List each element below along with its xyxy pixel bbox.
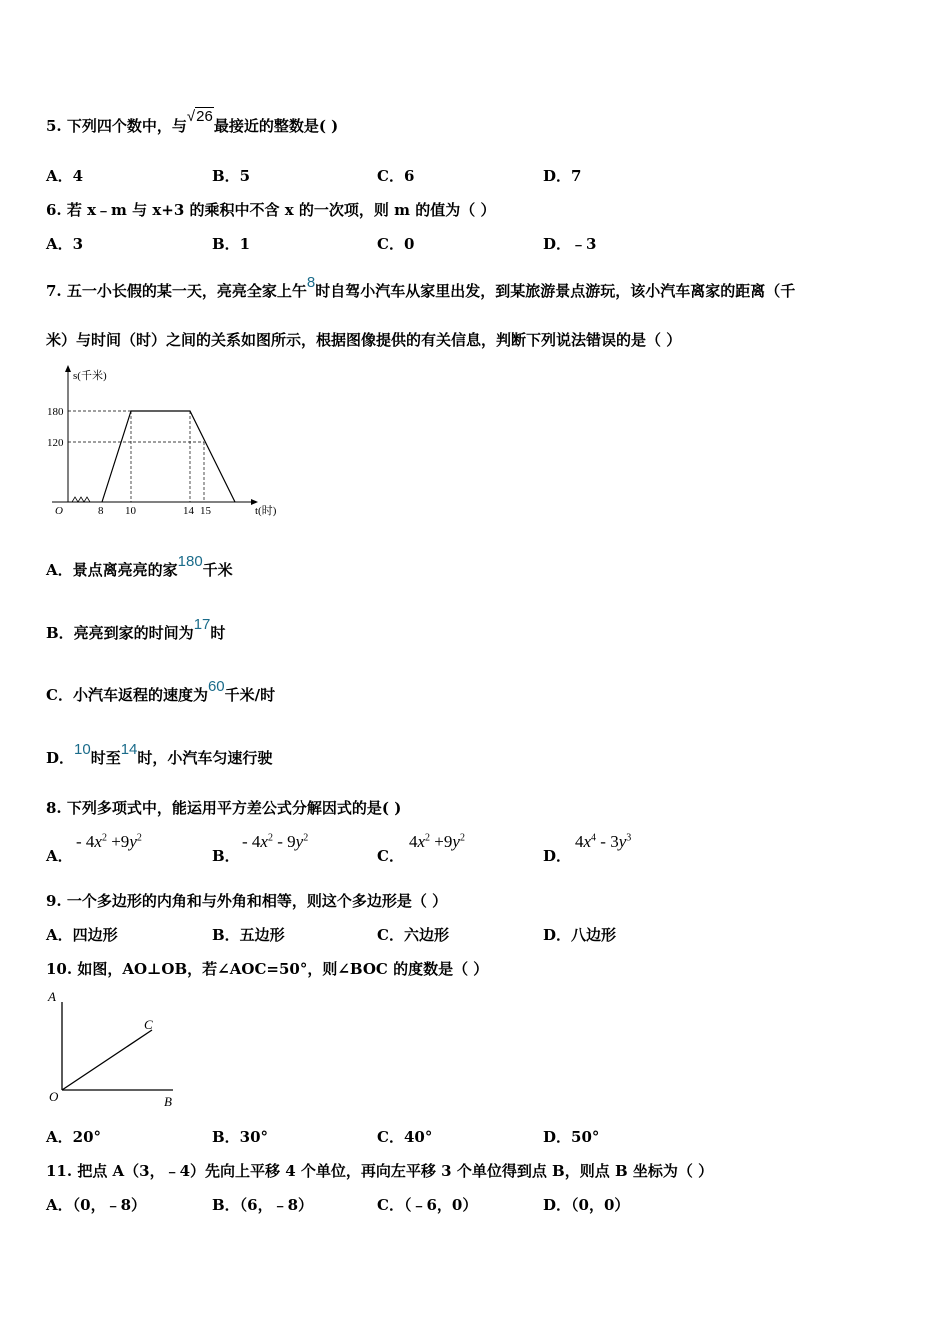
q7-option-a	[46, 553, 233, 580]
q7-line1-post: 时自驾小汽车从家里出发，到某旅游景点游玩，该小汽车离家的距离（千	[315, 282, 796, 300]
q11-option-a: A．（0，﹣8）	[46, 1196, 147, 1214]
q7-option-d-post: 时，小汽车匀速行驶	[137, 749, 273, 767]
graph-y-arrow	[65, 365, 71, 372]
q7-stem-line2: 米）与时间（时）之间的关系如图所示，根据图像提供的有关信息，判断下列说法错误的是（ ）	[46, 331, 682, 349]
point-O-label: O	[49, 1089, 59, 1104]
q8-option-d-letter: D．	[543, 847, 572, 865]
q9-option-a: A．四边形	[46, 926, 118, 944]
q7-option-d	[46, 741, 273, 768]
q7-option-b-pre: B．亮亮到家的时间为	[46, 624, 194, 642]
q7-option-c-post: 千米/时	[224, 686, 276, 704]
graph-tick-8: 8	[98, 505, 104, 517]
q7-option-d-mid: 时至	[90, 749, 121, 767]
q5-option-d: D．7	[543, 167, 582, 185]
q6-option-b: B．1	[212, 235, 251, 253]
q7-option-a-pre: A．景点离亮亮的家	[46, 561, 178, 579]
q11-option-b: B．（6，﹣8）	[212, 1196, 314, 1214]
q10-option-d: D．50°	[543, 1128, 600, 1146]
q9-option-b: B．五边形	[212, 926, 285, 944]
point-B-label: B	[164, 1094, 172, 1109]
q5-stem	[46, 108, 339, 136]
q7-option-a-num: 180	[177, 553, 203, 570]
q6-stem: 6. 若 x﹣m 与 x+3 的乘积中不含 x 的一次项，则 m 的值为（ ）	[46, 201, 496, 219]
q7-option-d-num2: 14	[120, 741, 138, 758]
q7-stem-line1	[46, 274, 796, 301]
q10-option-c: C．40°	[377, 1128, 433, 1146]
q6-option-a: A．3	[46, 235, 84, 253]
point-A-label: A	[48, 989, 56, 1004]
q9-stem: 9. 一个多边形的内角和与外角和相等，则这个多边形是（ ）	[46, 892, 448, 910]
q6-option-c: C．0	[377, 235, 415, 253]
q7-option-d-num1: 10	[74, 741, 91, 758]
graph-x-label: t(时)	[255, 505, 277, 517]
q11-option-d: D．（0，0）	[543, 1196, 630, 1214]
q8-option-b-letter: B．	[212, 847, 240, 865]
q5-option-b: B．5	[212, 167, 251, 185]
q6-option-d: D．﹣3	[543, 235, 597, 253]
q10-option-b: B．30°	[212, 1128, 269, 1146]
q8-stem: 8. 下列多项式中，能运用平方差公式分解因式的是( )	[46, 799, 402, 817]
point-C-label: C	[144, 1017, 153, 1032]
q9-option-c: C．六边形	[377, 926, 449, 944]
q7-option-d-pre: D．	[46, 749, 75, 767]
q7-option-b-post: 时	[210, 624, 226, 642]
graph-tick-15: 15	[200, 505, 211, 517]
graph-axis-break	[72, 497, 90, 502]
q7-option-c	[46, 678, 276, 705]
q7-option-b	[46, 616, 226, 643]
q7-start-hour: 8	[306, 274, 316, 291]
graph-journey-line	[102, 411, 235, 502]
q8-option-c-letter: C．	[377, 847, 404, 865]
graph-y-label: s(千米)	[73, 370, 107, 382]
graph-tick-10: 10	[125, 505, 136, 517]
ray-OC	[62, 1030, 152, 1090]
sqrt-26: √26	[186, 108, 213, 125]
graph-tick-120: 120	[47, 437, 64, 449]
q7-distance-time-graph	[40, 362, 300, 522]
graph-origin: O	[55, 505, 63, 517]
q9-option-d: D．八边形	[543, 926, 617, 944]
sqrt-radicand: 26	[196, 108, 213, 125]
q5-stem-pre: 5. 下列四个数中，与	[46, 117, 187, 135]
q7-option-c-pre: C．小汽车返程的速度为	[46, 686, 208, 704]
q10-option-a: A．20°	[46, 1128, 102, 1146]
q8-option-c-expr: $4x^2 +9y^2$	[409, 832, 465, 851]
q7-option-c-num: 60	[207, 678, 225, 695]
q5-option-c: C．6	[377, 167, 415, 185]
graph-tick-180: 180	[47, 406, 64, 418]
q8-option-a-expr: - $4x^2 +9y^2$	[76, 832, 142, 851]
q8-option-b-expr: - $4x^2 - 9y^2$	[242, 832, 309, 851]
q11-stem: 11. 把点 A（3，﹣4）先向上平移 4 个单位，再向左平移 3 个单位得到点 B，则点 B 坐标为（ ）	[46, 1162, 714, 1180]
q8-option-d-expr: $4x^4 - 3y^3$	[575, 832, 632, 851]
q11-option-c: C．（﹣6，0）	[377, 1196, 478, 1214]
graph-tick-14: 14	[183, 505, 194, 517]
q7-option-a-post: 千米	[202, 561, 233, 579]
q5-stem-post: 最接近的整数是( )	[213, 117, 339, 135]
q10-stem: 10. 如图，AO⊥OB，若∠AOC=50°，则∠BOC 的度数是（ ）	[46, 960, 489, 978]
q5-option-a: A．4	[46, 167, 84, 185]
q7-option-b-num: 17	[193, 616, 211, 633]
q7-line1-pre: 7. 五一小长假的某一天，亮亮全家上午	[46, 282, 307, 300]
q10-angle-figure	[40, 985, 190, 1110]
q8-option-a-letter: A．	[46, 847, 73, 865]
